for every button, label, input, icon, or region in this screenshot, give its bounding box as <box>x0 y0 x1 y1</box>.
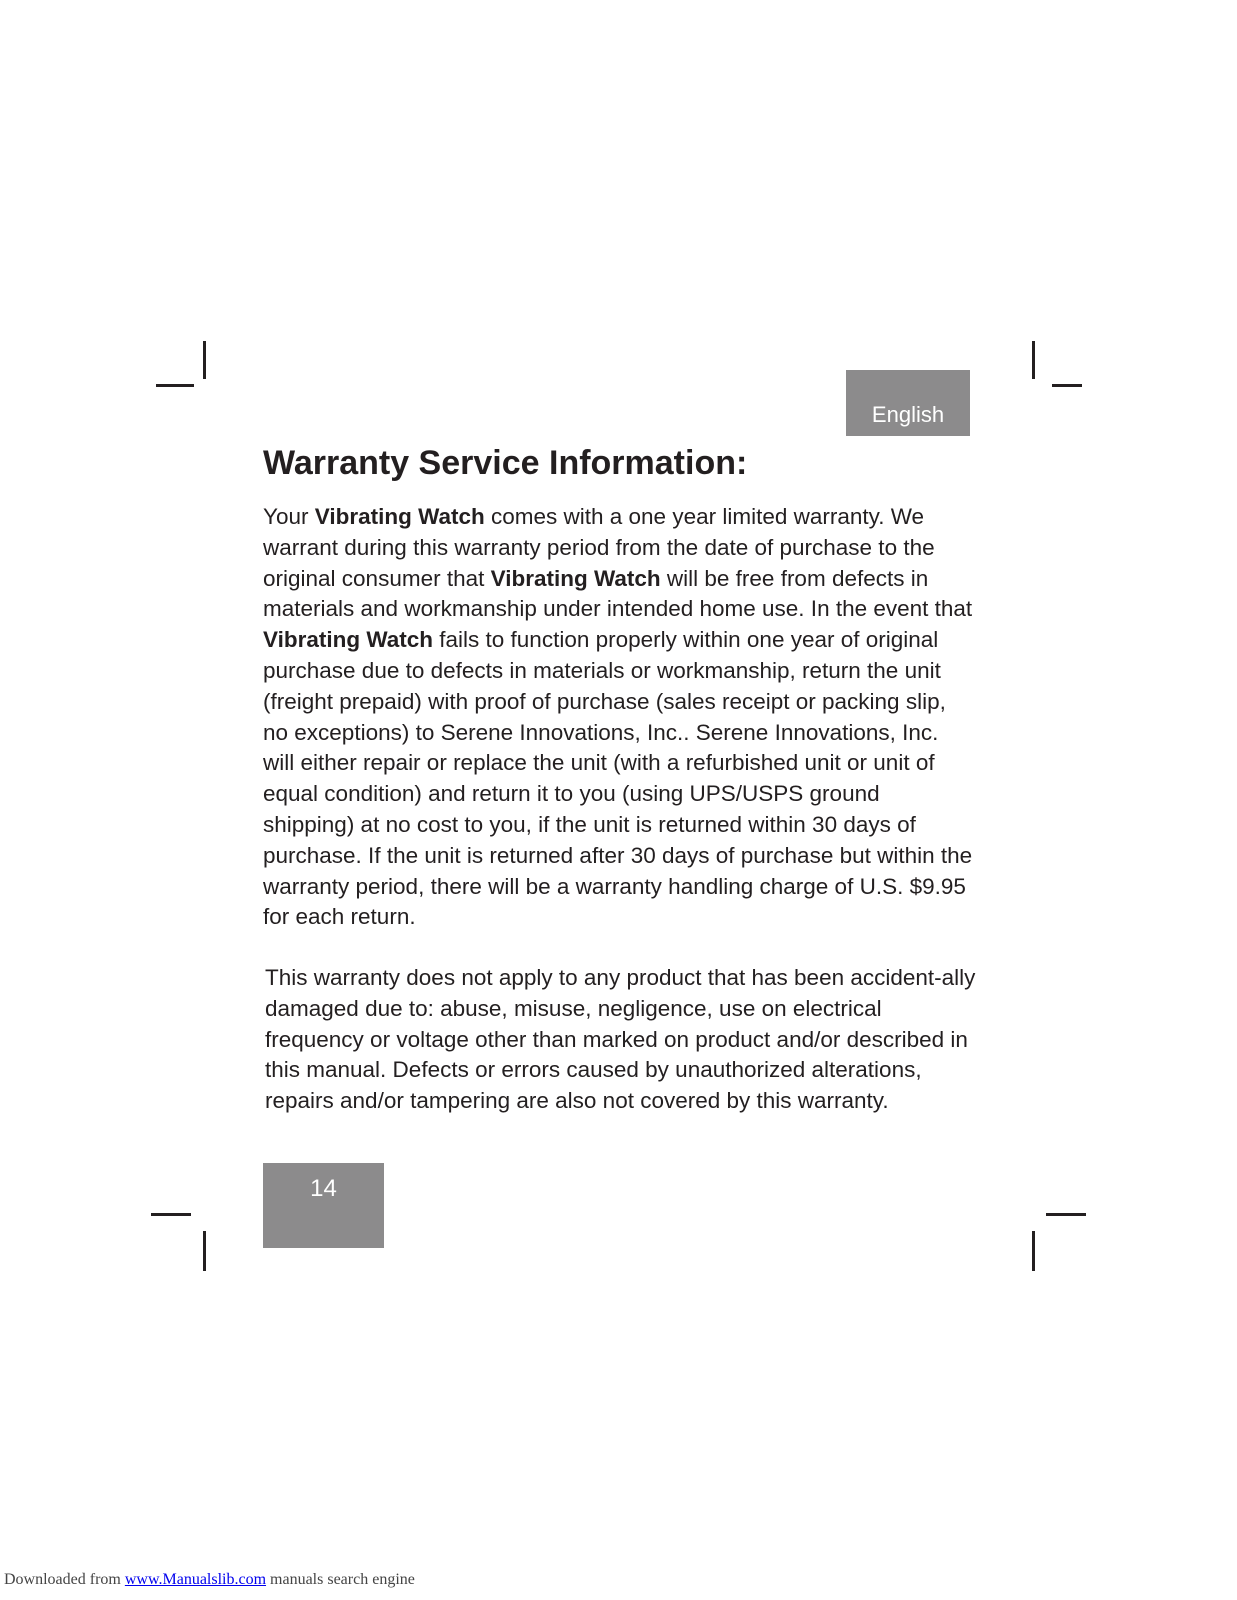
crop-mark-top-left-v <box>203 341 206 379</box>
page-title: Warranty Service Information: <box>263 444 748 482</box>
crop-mark-top-right-h <box>1052 384 1082 387</box>
footer-suffix: manuals search engine <box>266 1571 415 1588</box>
crop-mark-top-right-v <box>1032 341 1035 379</box>
page-number: 14 <box>263 1163 384 1248</box>
paragraph-text: Your <box>263 504 315 529</box>
warranty-paragraph <box>263 502 975 933</box>
paragraph-text: will be free from defects in materials and workmanship under intended home use. In the event that <box>263 565 973 622</box>
crop-mark-top-left-h <box>156 384 194 387</box>
download-footer <box>4 1571 415 1589</box>
crop-mark-bottom-left-h <box>151 1213 191 1216</box>
manualslib-link[interactable]: www.Manualslib.com <box>124 1571 267 1588</box>
crop-mark-bottom-left-v <box>203 1231 206 1271</box>
exclusions-paragraph: This warranty does not apply to any product that has been accident-ally damaged due to: abuse, misuse, negligence, use on electrical frequency or voltage other than marked on product and/or described in this manual. Defects or errors caused by unauthorized alterations, repairs and/or tampering are also not covered by this warranty. <box>265 965 976 1114</box>
footer-prefix: Downloaded from <box>4 1571 125 1588</box>
product-name: Vibrating Watch <box>314 504 485 529</box>
product-name: Vibrating Watch <box>490 565 661 591</box>
language-tab: English <box>846 370 970 436</box>
crop-mark-bottom-right-h <box>1046 1213 1086 1216</box>
paragraph-text: comes with a one year limited warranty. We warrant during this warranty period from the date of purchase to the original consumer that <box>263 504 935 591</box>
product-name: Vibrating Watch <box>263 627 434 653</box>
paragraph-text: fails to function properly within one year of original purchase due to defects in materials or workmanship, return the unit (freight prepaid) with proof of purchase (sales receipt or packing slip, no exceptions) to Serene Innovations, Inc.. Serene Innovations, Inc. will either repair or replace the unit (with a refurbished unit or unit of equal condition) and return it to you (using UPS/USPS ground shipping) at no cost to you, if the unit is returned within 30 days of purchase. If the unit is returned after 30 days of purchase but within the warranty period, there will be a warranty handling charge of U.S. $9.95 for each return. <box>263 627 973 930</box>
crop-mark-bottom-right-v <box>1032 1231 1035 1271</box>
